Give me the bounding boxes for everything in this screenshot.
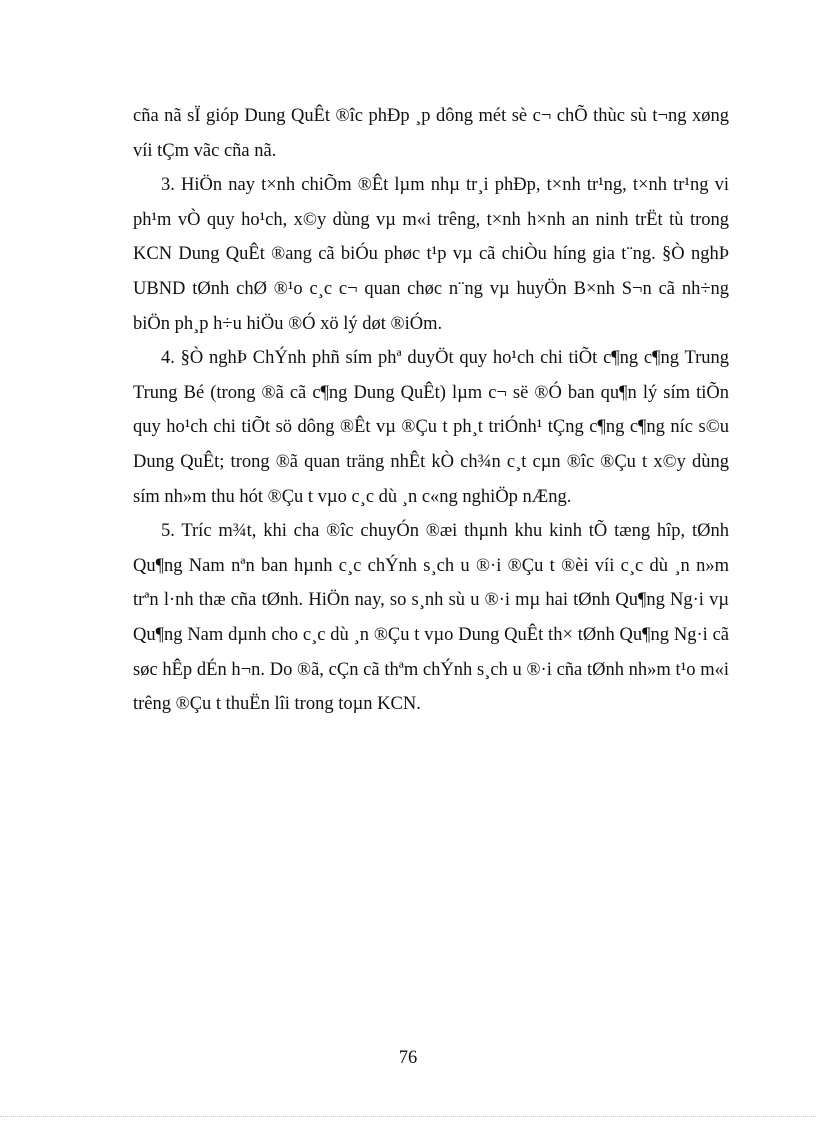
footer-divider (0, 1116, 816, 1117)
paragraph-continuation: cña nã sÏ gióp Dung QuÊt ®îc phÐp ¸p dông mét sè c¬ chÕ thùc sù t¬ng xøng víi tÇm vãc cña nã. (133, 106, 729, 161)
paragraph-4: 4. §Ò nghÞ ChÝnh phñ sím phª duyÖt quy ho¹ch chi tiÕt c¶ng c¶ng Trung Trung Bé (trong ®ã cã c¶ng Dung QuÊt) lµm c¬ së ®Ó ban qu¶n lý sím tiÕn quy ho¹ch chi tiÕt sö dông ®Êt vµ ®Çu t ph¸t triÓnh¹ tÇng c¶ng c¶ng níc s©u Dung QuÊt; trong ®ã quan träng nhÊt kÒ ch¾n c¸t cµn ®îc ®Çu t x©y dùng sím nh»m thu hót ®Çu t vµo c¸c dù ¸n c«ng nghiÖp nÆng. (133, 348, 729, 507)
page-number: 76 (398, 1048, 418, 1068)
body-text (133, 99, 729, 722)
paragraph-5: 5. Tríc m¾t, khi cha ®îc chuyÓn ®æi thµnh khu kinh tÕ tæng hîp, tØnh Qu¶ng Nam nªn ban hµnh c¸c chÝnh s¸ch u ®·i ®Çu t ®èi víi c¸c dù ¸n n»m trªn l·nh thæ cña tØnh. HiÖn nay, so s¸nh sù u ®·i mµ hai tØnh Qu¶ng Ng·i vµ Qu¶ng Nam dµnh cho c¸c dù ¸n ®Çu t vµo Dung QuÊt th× tØnh Qu¶ng Ng·i cã søc hÊp dÉn h¬n. Do ®ã, cÇn cã thªm chÝnh s¸ch u ®·i cña tØnh nh»m t¹o m«i trêng ®Çu t thuËn lîi trong toµn KCN. (133, 521, 729, 715)
paragraph-3: 3. HiÖn nay t×nh chiÕm ®Êt lµm nhµ tr¸i phÐp, t×nh tr¹ng, t×nh tr¹ng vi ph¹m vÒ quy ho¹ch, x©y dùng vµ m«i trêng, t×nh h×nh an ninh trËt tù trong KCN Dung QuÊt ®ang cã biÓu phøc t¹p vµ cã chiÒu híng gia t¨ng. §Ò nghÞ UBND tØnh chØ ®¹o c¸c c¬ quan chøc n¨ng vµ huyÖn B×nh S¬n cã nh÷ng biÖn ph¸p h÷u hiÖu ®Ó xö lý døt ®iÓm. (133, 175, 729, 334)
